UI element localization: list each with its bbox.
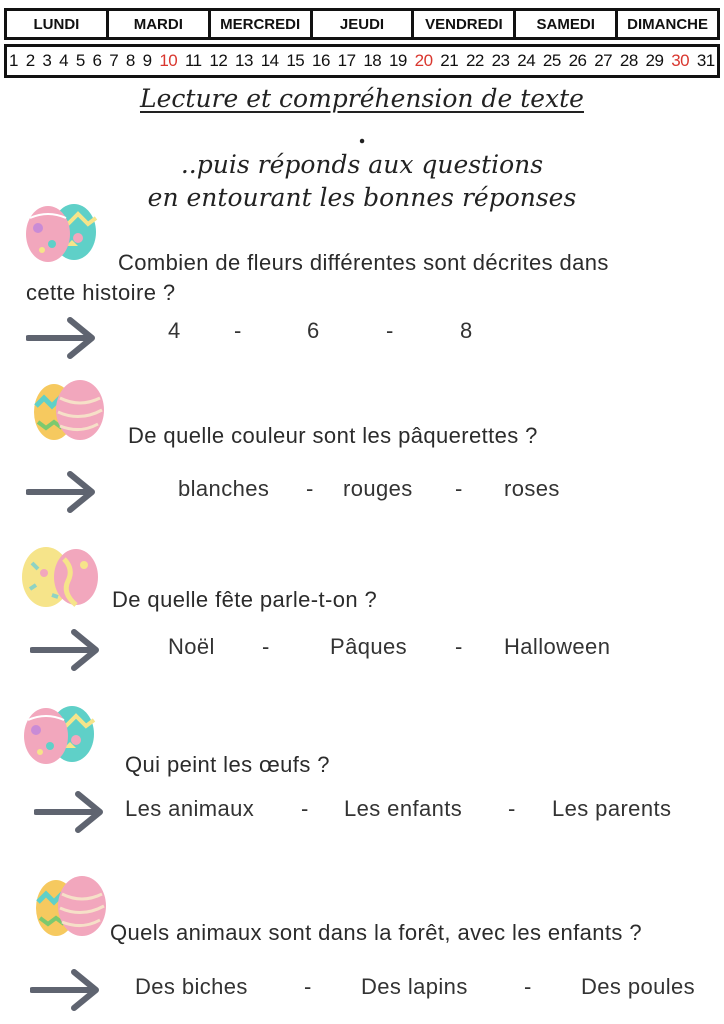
answer-5-option-a[interactable]: Des biches [135, 974, 248, 999]
date-3: 3 [42, 51, 52, 70]
date-15: 15 [286, 51, 305, 70]
answer-4-option-b[interactable]: Les enfants [344, 796, 463, 821]
date-16: 16 [312, 51, 330, 70]
question-1-line-2: cette histoire ? [26, 280, 176, 305]
answer-5-option-c[interactable]: Des poules [581, 974, 696, 999]
weekday-sunday: DIMANCHE [627, 15, 708, 33]
date-26: 26 [568, 51, 587, 70]
date-14: 14 [260, 51, 279, 70]
date-24: 24 [517, 51, 536, 70]
answer-3-separator-2: - [455, 634, 463, 659]
weekday-saturday: SAMEDI [516, 11, 618, 37]
date-2: 2 [25, 51, 35, 70]
easter-eggs-icon [28, 378, 112, 446]
answer-1-option-a[interactable]: 4 [168, 318, 181, 343]
answer-1-option-c[interactable]: 8 [460, 318, 473, 343]
answer-5-option-b[interactable]: Des lapins [361, 974, 468, 999]
answer-2-option-a[interactable]: blanches [178, 476, 270, 501]
answer-4-option-a[interactable]: Les animaux [125, 796, 255, 821]
answer-2-option-c[interactable]: roses [504, 476, 560, 501]
date-27: 27 [594, 51, 613, 70]
date-9: 9 [142, 51, 152, 70]
page-title: Lecture et compréhension de texte [140, 84, 584, 113]
answer-1-option-b[interactable]: 6 [307, 318, 320, 343]
answer-5-separator-1: - [304, 974, 312, 999]
subtitle-line-2: en entourant les bonnes réponses [147, 183, 577, 212]
easter-eggs-icon [18, 545, 102, 611]
question-1-line-1: Combien de fleurs différentes sont décrites dans [118, 250, 609, 275]
answer-2-separator-1: - [306, 476, 314, 501]
date-7: 7 [109, 51, 119, 70]
easter-eggs-icon [22, 202, 112, 268]
answer-3-option-b[interactable]: Pâques [330, 634, 408, 659]
date-10: 10 [159, 51, 178, 70]
answer-2-option-b[interactable]: rouges [343, 476, 413, 501]
date-6: 6 [92, 51, 102, 70]
date-12: 12 [209, 51, 228, 70]
date-8: 8 [125, 51, 135, 70]
date-20: 20 [414, 51, 433, 70]
date-22: 22 [465, 51, 484, 70]
date-18: 18 [363, 51, 382, 70]
question-3: De quelle fête parle-t-on ? [112, 587, 378, 612]
easter-eggs-icon [30, 874, 114, 942]
answer-5-separator-2: - [524, 974, 532, 999]
weekday-header [4, 8, 720, 40]
answer-3-option-a[interactable]: Noël [168, 634, 215, 659]
question-4: Qui peint les œufs ? [125, 752, 330, 777]
date-17: 17 [337, 51, 356, 70]
date-1: 1 [9, 51, 18, 70]
date-25: 25 [542, 51, 561, 70]
answer-2-separator-2: - [455, 476, 463, 501]
easter-eggs-icon [20, 704, 110, 770]
title-dot: . [357, 120, 367, 149]
right-arrow-icon [26, 316, 98, 360]
date-28: 28 [619, 51, 638, 70]
date-31: 31 [696, 51, 715, 70]
date-21: 21 [440, 51, 459, 70]
date-5: 5 [75, 51, 85, 70]
subtitle-line-1: ..puis réponds aux questions [180, 150, 544, 179]
answer-3-separator-1: - [262, 634, 270, 659]
question-2: De quelle couleur sont les pâquerettes ? [128, 423, 538, 448]
right-arrow-icon [30, 968, 102, 1012]
date-11: 11 [184, 51, 202, 70]
date-13: 13 [235, 51, 253, 70]
right-arrow-icon [30, 628, 102, 672]
answer-3-option-c[interactable]: Halloween [504, 634, 611, 659]
date-row [4, 44, 720, 78]
weekday-wednesday: MERCREDI [211, 11, 313, 37]
answer-1-separator-1: - [234, 318, 242, 343]
answer-4-separator-1: - [301, 796, 309, 821]
date-29: 29 [645, 51, 664, 70]
answer-4-separator-2: - [508, 796, 516, 821]
weekday-friday: VENDREDI [414, 11, 516, 37]
answer-4-option-c[interactable]: Les parents [552, 796, 672, 821]
date-30: 30 [671, 51, 690, 70]
date-23: 23 [491, 51, 510, 70]
answer-1-separator-2: - [386, 318, 394, 343]
weekday-thursday: JEUDI [313, 11, 415, 37]
question-5: Quels animaux sont dans la forêt, avec les enfants ? [110, 920, 642, 945]
right-arrow-icon [34, 790, 106, 834]
right-arrow-icon [26, 470, 98, 514]
weekday-tuesday: MARDI [109, 11, 211, 37]
weekday-monday: LUNDI [7, 11, 109, 37]
date-19: 19 [388, 51, 407, 70]
date-4: 4 [59, 51, 69, 70]
